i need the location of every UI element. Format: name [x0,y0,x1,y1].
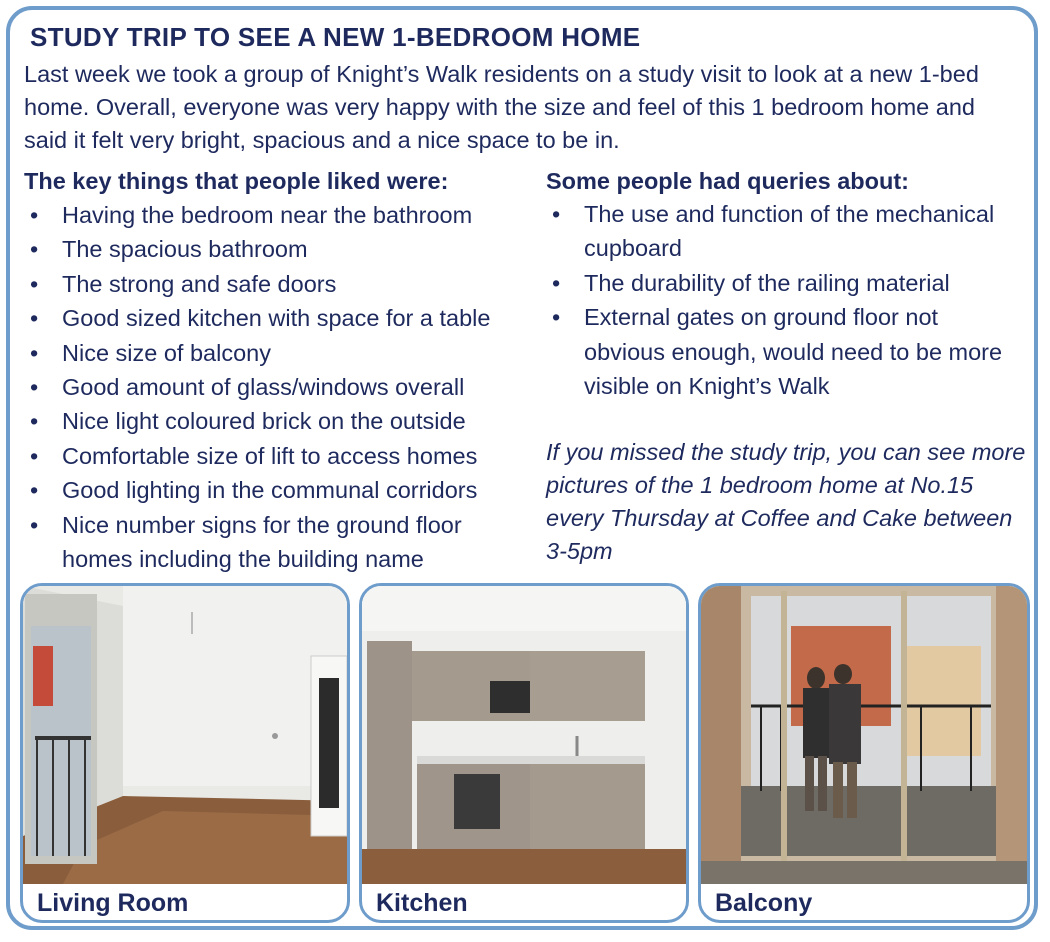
bullet-icon: • [30,339,39,366]
list-item: • Nice number signs for the ground floor homes including the building name [24,508,502,577]
bullet-icon: • [552,201,561,227]
balcony-photo-icon [701,586,1027,884]
list-item: • Good lighting in the communal corridors [24,473,534,507]
intro-paragraph: Last week we took a group of Knight’s Walk residents on a study visit to look at a new 1-bed home. Overall, everyone was very happy with the size and feel of this 1 bedroom home and said it felt very bright, spacious and a nice space to be in. [24,61,979,153]
bullet-icon: • [30,477,39,504]
balcony-card [698,583,1030,923]
bullet-icon: • [30,511,39,538]
list-item: • The spacious bathroom [24,232,534,266]
queries-heading: Some people had queries about: [546,168,909,194]
list-item: • The use and function of the mechanical cupboard [546,197,1031,266]
liked-heading: The key things that people liked were: [24,168,449,194]
queries-list [546,197,1031,403]
bullet-icon: • [552,269,561,296]
living-room-caption: Living Room [37,889,189,917]
article-title: STUDY TRIP TO SEE A NEW 1-BEDROOM HOME [30,22,641,52]
liked-list [24,198,534,576]
list-item: • Nice light coloured brick on the outside [24,404,534,438]
list-item: • The durability of the railing material [546,266,1031,300]
kitchen-caption: Kitchen [376,889,468,917]
bullet-icon: • [30,202,39,228]
list-item: • External gates on ground floor not obvious enough, would need to be more visible on Knight’s Walk [546,300,1004,403]
bullet-icon: • [30,270,39,297]
living-room-card [20,583,350,923]
bullet-icon: • [30,236,39,263]
list-item: • Comfortable size of lift to access homes [24,439,534,473]
list-item: • Nice size of balcony [24,336,534,370]
list-item: • The strong and safe doors [24,267,534,301]
bullet-icon: • [30,408,39,435]
bullet-icon: • [30,374,39,401]
list-item: • Good amount of glass/windows overall [24,370,534,404]
kitchen-card [359,583,689,923]
bullet-icon: • [30,442,39,469]
bullet-icon: • [30,305,39,332]
living-room-photo-icon [23,586,347,884]
balcony-caption: Balcony [715,889,813,917]
list-item: • Having the bedroom near the bathroom [24,198,534,232]
bullet-icon: • [552,304,561,331]
list-item: • Good sized kitchen with space for a table [24,301,534,335]
study-trip-note: If you missed the study trip, you can see more pictures of the 1 bedroom home at No.15 every Thursday at Coffee and Cake between 3-5pm [546,439,1026,564]
kitchen-photo-icon [362,586,686,884]
